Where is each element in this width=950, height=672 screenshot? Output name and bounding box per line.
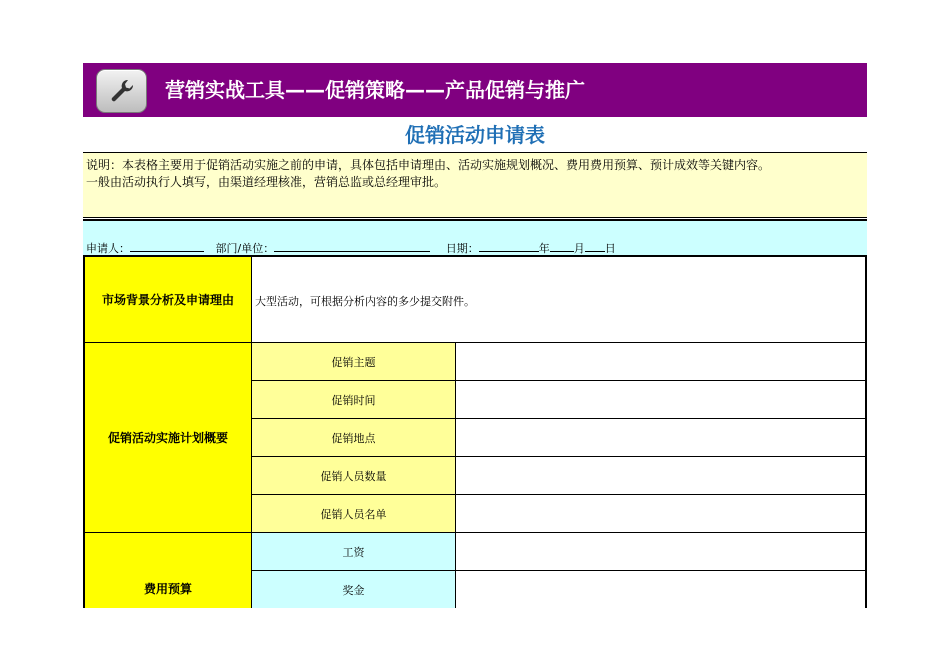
form-description: [83, 152, 867, 218]
plan-section-label: 促销活动实施计划概要: [83, 342, 252, 533]
date-label: 日期：: [445, 242, 479, 255]
day-field[interactable]: [585, 240, 605, 252]
day-label: 日: [604, 242, 616, 255]
plan-item-value[interactable]: [455, 380, 867, 419]
market-note-cell[interactable]: [251, 255, 867, 343]
description-line-1: 说明：本表格主要用于促销活动实施之前的申请，具体包括申请理由、活动实施规划概况、费用费用预算、预计成效等关键内容。: [86, 158, 771, 172]
header-banner: [83, 63, 867, 117]
applicant-field[interactable]: [130, 240, 204, 252]
budget-item: 工资: [251, 532, 456, 571]
year-label: 年: [538, 242, 550, 255]
plan-item-value[interactable]: [455, 494, 867, 533]
description-line-2: 一般由活动执行人填写，由渠道经理核准，营销总监或总经理审批。: [86, 175, 447, 189]
market-section-label: 市场背景分析及申请理由: [83, 255, 252, 343]
wrench-icon: [96, 69, 147, 113]
plan-item: 促销人员名单: [251, 494, 456, 533]
plan-item: 促销人员数量: [251, 456, 456, 495]
department-field[interactable]: [274, 240, 430, 252]
department-label: 部门/单位：: [215, 242, 275, 255]
budget-section-label: 费用预算: [83, 532, 252, 608]
month-label: 月: [573, 242, 585, 255]
year-field[interactable]: [479, 240, 539, 252]
header-title: 营销实战工具——促销策略——产品促销与推广: [165, 78, 585, 102]
plan-item-value[interactable]: [455, 418, 867, 457]
budget-item-value[interactable]: [455, 532, 867, 571]
applicant-bar: [83, 221, 867, 255]
form-title: 促销活动申请表: [405, 123, 545, 147]
plan-item-value[interactable]: [455, 342, 867, 381]
plan-item: 促销主题: [251, 342, 456, 381]
plan-item-value[interactable]: [455, 456, 867, 495]
month-field[interactable]: [550, 240, 574, 252]
applicant-row: [86, 240, 616, 256]
applicant-label: 申请人：: [86, 242, 130, 255]
market-note: 大型活动，可根据分析内容的多少提交附件。: [255, 295, 475, 308]
plan-item: 促销时间: [251, 380, 456, 419]
budget-item: 奖金: [251, 570, 456, 608]
plan-item: 促销地点: [251, 418, 456, 457]
budget-item-value[interactable]: [455, 570, 867, 608]
application-table: [83, 255, 867, 608]
